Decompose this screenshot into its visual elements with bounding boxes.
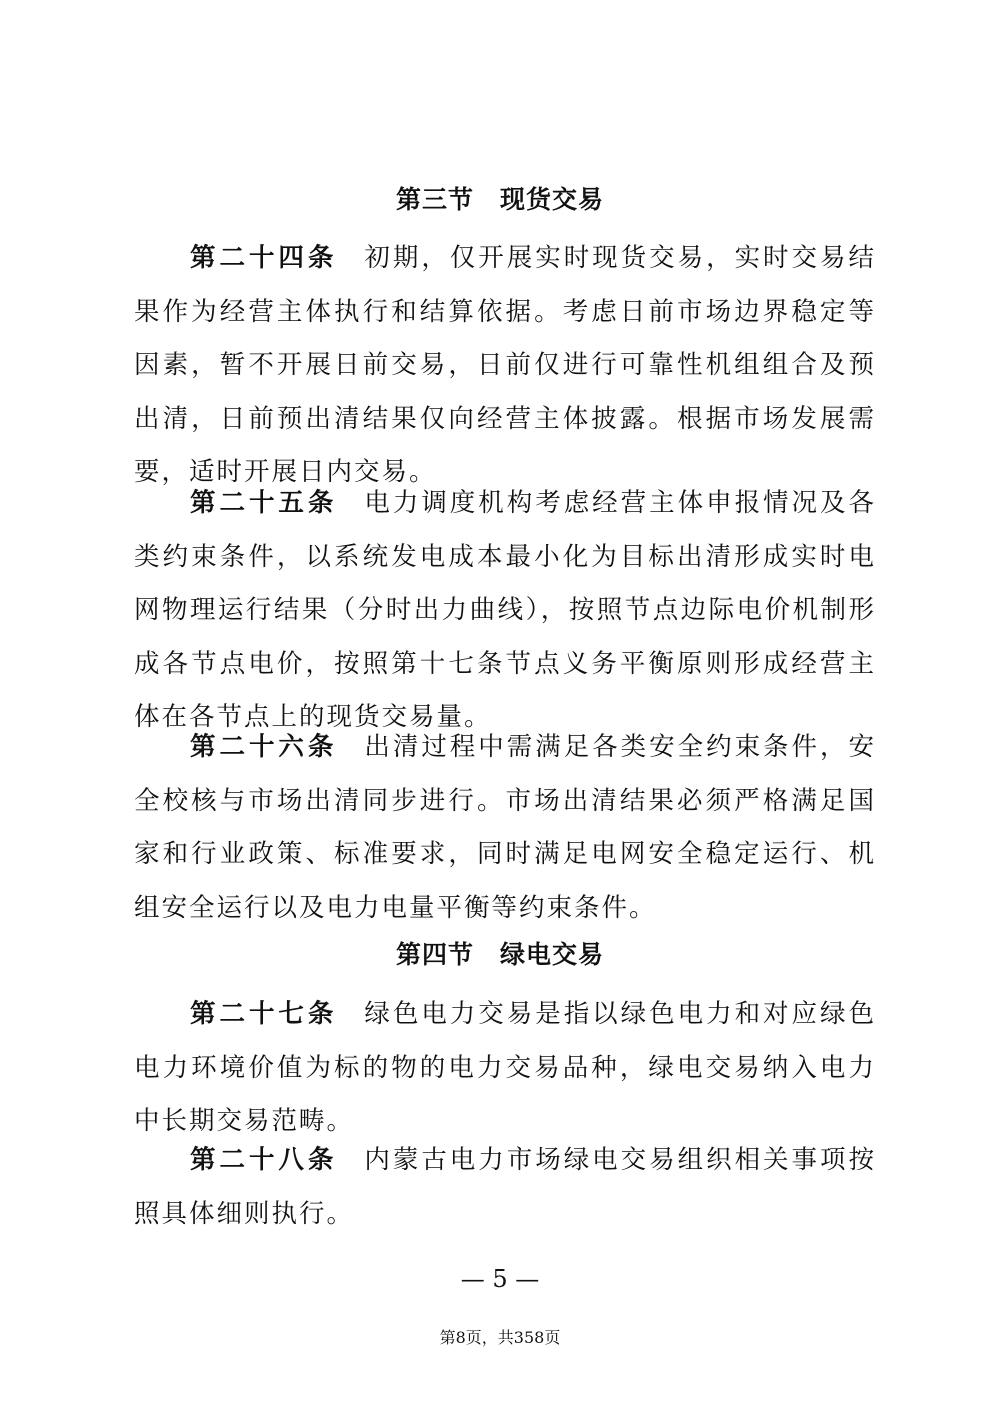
section-title-4: 第四节 绿电交易 [395,940,604,969]
article-28 [134,1134,876,1241]
article-number: 第二十五条 [190,488,338,518]
article-text: 电力调度机构考虑经营主体申报情况及各类约束条件，以系统发电成本最小化为目标出清形成实时电网物理运行结果（分时出力曲线），按照节点边际电价机制形成各节点电价，按照第十七条节点义务平衡原则形成经营主体在各节点上的现货交易量。 [134,488,876,733]
article-text: 内蒙古电力市场绿电交易组织相关事项按照具体细则执行。 [134,1145,876,1229]
article-26 [134,721,876,935]
article-number: 第二十六条 [190,732,338,762]
article-25 [134,477,876,745]
article-number: 第二十八条 [190,1145,338,1175]
article-24 [134,232,876,500]
article-text: 初期，仅开展实时现货交易，实时交易结果作为经营主体执行和结算依据。考虑日前市场边界稳定等因素，暂不开展日前交易，日前仅进行可靠性机组组合及预出清，日前预出清结果仅向经营主体披露。根据市场发展需要，适时开展日内交易。 [134,243,876,488]
article-27 [134,988,876,1149]
section-title-3: 第三节 现货交易 [395,185,604,214]
page-number: — 5 — [460,1265,540,1293]
page-footer: 第8页，共358页 [439,1328,561,1347]
article-number: 第二十四条 [190,243,338,273]
article-text: 出清过程中需满足各类安全约束条件，安全校核与市场出清同步进行。市场出清结果必须严格满足国家和行业政策、标准要求，同时满足电网安全稳定运行、机组安全运行以及电力电量平衡等约束条件。 [134,732,876,923]
article-number: 第二十七条 [190,999,338,1029]
article-text: 绿色电力交易是指以绿色电力和对应绿色电力环境价值为标的物的电力交易品种，绿电交易纳入电力中长期交易范畴。 [134,999,876,1137]
